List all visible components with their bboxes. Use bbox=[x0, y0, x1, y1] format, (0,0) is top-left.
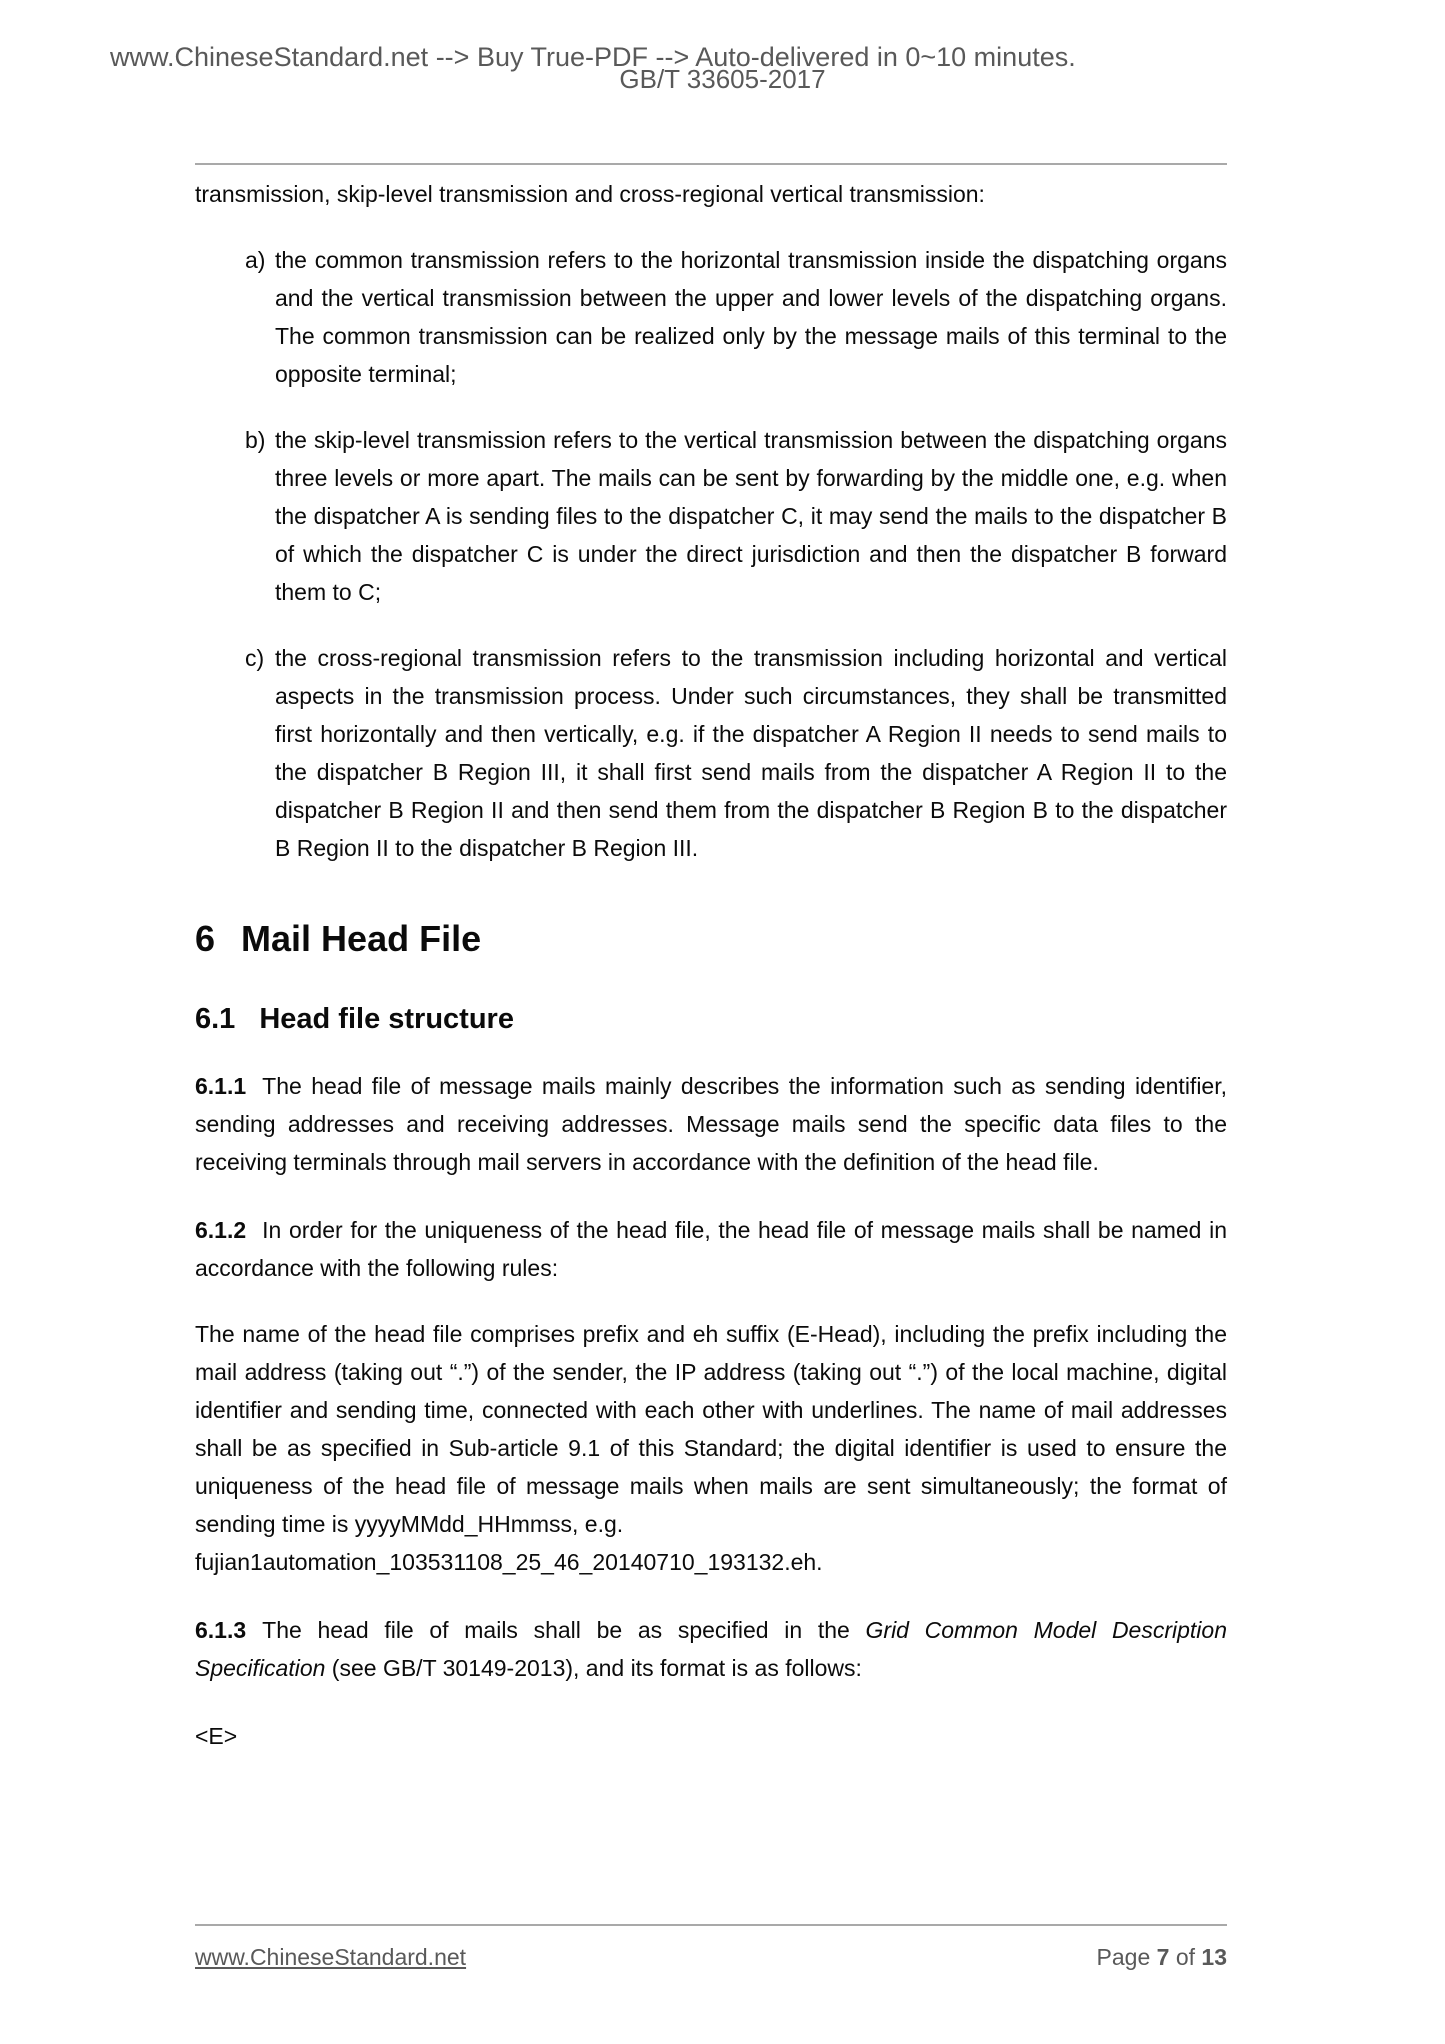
list-item-b bbox=[195, 421, 1227, 611]
intro-paragraph: transmission, skip-level transmission and cross-regional vertical transmission: bbox=[195, 181, 985, 207]
footer-website-link[interactable]: www.ChineseStandard.net bbox=[195, 1944, 467, 1970]
list-marker-a: a) bbox=[245, 247, 266, 273]
clause-612 bbox=[195, 1211, 1227, 1287]
naming-paragraph bbox=[195, 1315, 1227, 1581]
clause-612-text: In order for the uniqueness of the head file, the head file of message mails shall be named in accordance with the following rules: bbox=[195, 1217, 1227, 1281]
total-page-number: 13 bbox=[1201, 1944, 1227, 1970]
footer-divider bbox=[195, 1924, 1227, 1926]
clause-613-number: 6.1.3 bbox=[195, 1617, 247, 1643]
list-marker-b: b) bbox=[245, 427, 266, 453]
current-page-number: 7 bbox=[1156, 1944, 1170, 1970]
header-divider bbox=[195, 163, 1227, 165]
clause-613-text-start: The head file of mails shall be as specified in the bbox=[262, 1617, 866, 1643]
standard-number: GB/T 33605-2017 bbox=[619, 64, 826, 94]
clause-611 bbox=[195, 1067, 1227, 1181]
section-heading bbox=[195, 917, 1227, 961]
subsection-heading bbox=[195, 1001, 1227, 1037]
list-item-a bbox=[195, 241, 1227, 393]
list-text-b: the skip-level transmission refers to the vertical transmission between the dispatching organs three levels or more apart. The mails can be sent by forwarding by the middle one, e.g. when the dispatcher A is sending files to the dispatcher C, it may send the mails to the dispatcher B of which the dispatcher C is under the direct jurisdiction and then the dispatcher B forward them to C; bbox=[275, 427, 1227, 605]
clause-613 bbox=[195, 1611, 1227, 1687]
clause-611-text: The head file of message mails mainly describes the information such as sending identifier, sending addresses and receiving addresses. Message mails send the specific data files to the receiving terminals through mail servers in accordance with the definition of the head file. bbox=[195, 1073, 1227, 1175]
list-text-c: the cross-regional transmission refers to the transmission including horizontal and vertical aspects in the transmission process. Under such circumstances, they shall be transmitted first horizontally and then vertically, e.g. if the dispatcher A Region II needs to send mails to the dispatcher B Region III, it shall first send mails from the dispatcher A Region II to the dispatcher B Region II and then send them from the dispatcher B Region B to the dispatcher B Region II to the dispatcher B Region III. bbox=[275, 645, 1227, 861]
section-title: Mail Head File bbox=[241, 918, 482, 959]
clause-612-number: 6.1.2 bbox=[195, 1217, 247, 1243]
page-number-indicator bbox=[195, 1944, 1227, 1971]
naming-filename-example: fujian1automation_103531108_25_46_20140710_193132.eh. bbox=[195, 1549, 823, 1575]
list-marker-c: c) bbox=[245, 645, 265, 671]
header-watermark: www.ChineseStandard.net --> Buy True-PDF --> Auto-delivered in 0~10 minutes. bbox=[110, 42, 1076, 72]
page-content bbox=[195, 163, 1227, 1755]
list-item-c bbox=[195, 639, 1227, 867]
section-number: 6 bbox=[195, 918, 216, 959]
clause-613-text-end: (see GB/T 30149-2013), and its format is as follows: bbox=[325, 1655, 862, 1681]
naming-text: The name of the head file comprises prefix and eh suffix (E-Head), including the prefix including the mail address (taking out “.”) of the sender, the IP address (taking out “.”) of the local machine, digital identifier and sending time, connected with each other with underlines. The name of mail addresses shall be as specified in Sub-article 9.1 of this Standard; the digital identifier is used to ensure the uniqueness of the head file of message mails when mails are sent simultaneously; the format of sending time is yyyyMMdd_HHmmss, e.g. bbox=[195, 1321, 1227, 1537]
page-label: Page bbox=[1096, 1944, 1157, 1970]
clause-611-number: 6.1.1 bbox=[195, 1073, 247, 1099]
xml-tag-line: <E> bbox=[195, 1723, 238, 1749]
list-text-a: the common transmission refers to the horizontal transmission inside the dispatching organs and the vertical transmission between the upper and lower levels of the dispatching organs. The common transmission can be realized only by the message mails of this terminal to the opposite terminal; bbox=[275, 247, 1227, 387]
page-of-label: of bbox=[1169, 1944, 1202, 1970]
clause-613-referenced-spec: Grid Common Model Description Specification bbox=[195, 1617, 1227, 1681]
subsection-title: Head file structure bbox=[259, 1003, 514, 1035]
subsection-number: 6.1 bbox=[195, 1003, 236, 1035]
